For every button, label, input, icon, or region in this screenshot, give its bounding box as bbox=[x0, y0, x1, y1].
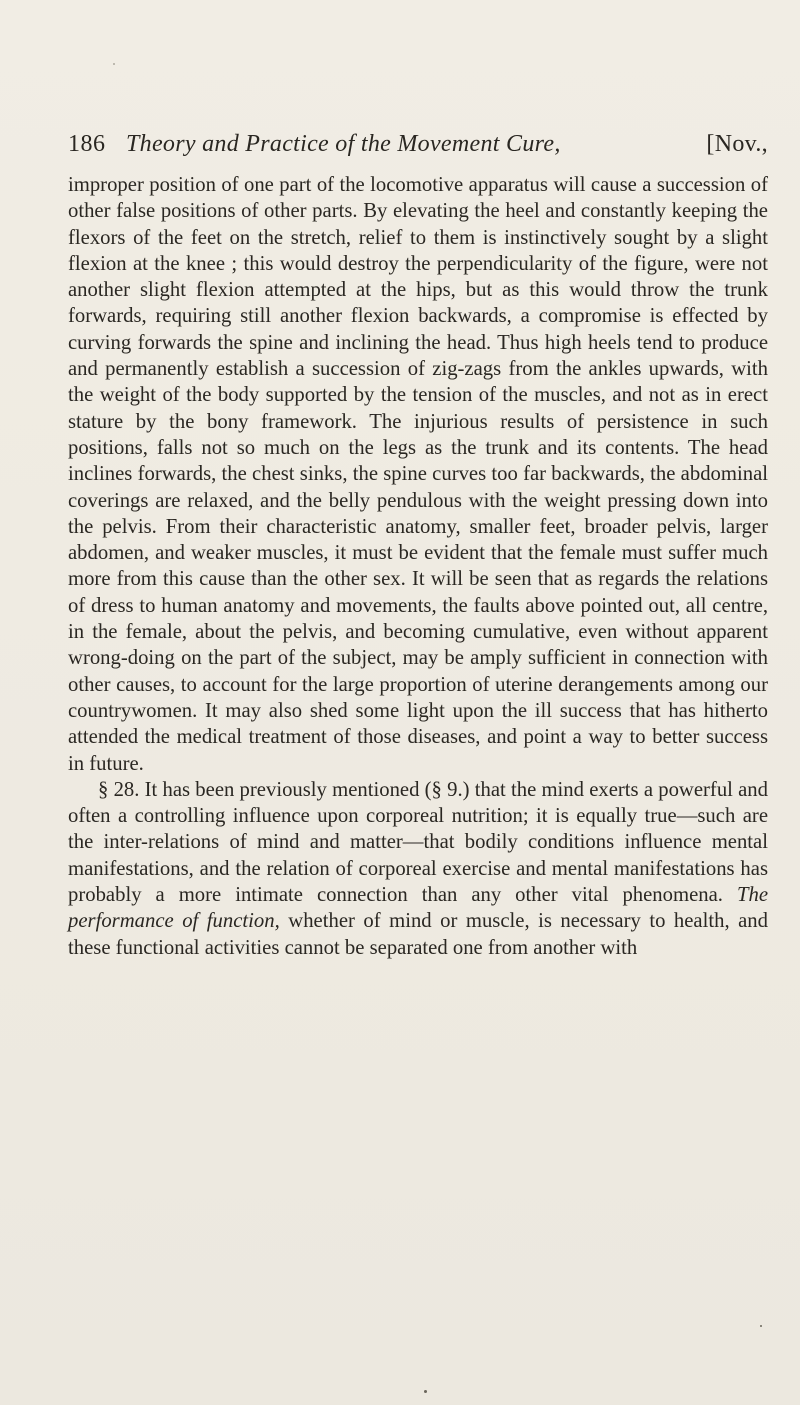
paragraph-2 bbox=[68, 777, 768, 961]
paragraph-2-italic: The performance of function, bbox=[68, 884, 768, 933]
running-title: Theory and Practice of the Movement Cure, bbox=[126, 131, 561, 157]
running-date: [Nov., bbox=[706, 131, 768, 157]
paper-speck bbox=[113, 63, 115, 65]
page-number: 186 bbox=[68, 131, 106, 157]
body-text bbox=[68, 172, 768, 961]
running-header bbox=[68, 122, 768, 166]
paragraph-2-text: § 28. It has been previously mentioned (§ 9.) that the mind exerts a powerful and often a controlling influence upon corporeal nutrition; it is equally true—such are the inter-relations of mind and matter—that bodily conditions influence mental manifestations, and the relation of corporeal exercise and mental manifestations has probably a more intimate connection than any other vital phenomena. bbox=[68, 778, 768, 907]
paper-speck bbox=[424, 1390, 427, 1393]
paper-speck bbox=[760, 1325, 762, 1327]
paragraph-2-continuation: whether of mind or muscle, is necessary to health, and these functional activities cannot be separated one from another with bbox=[68, 910, 768, 959]
paragraph-1: improper position of one part of the locomotive apparatus will cause a succession of other false positions of other parts. By elevating the heel and constantly keeping the flexors of the feet on the stretch, relief to them is instinctively sought by a slight flexion at the knee ; this would destroy the perpendicularity of the figure, were not another slight flexion attempted at the hips, but as this would throw the trunk forwards, requiring still another flexion backwards, a compromise is effected by curving forwards the spine and inclining the head. Thus high heels tend to produce and permanently establish a succession of zig-zags from the ankles upwards, with the weight of the body supported by the tension of the muscles, and not as in erect stature by the bony framework. The injurious results of persistence in such positions, falls not so much on the legs as the trunk and its contents. The head inclines forwards, the chest sinks, the spine curves too far backwards, the abdominal coverings are relaxed, and the belly pendulous with the weight pressing down into the pelvis. From their characteristic anatomy, smaller feet, broader pelvis, larger abdomen, and weaker muscles, it must be evident that the female must suffer much more from this cause than the other sex. It will be seen that as regards the relations of dress to human anatomy and movements, the faults above pointed out, all centre, in the female, about the pelvis, and becoming cumulative, even without apparent wrong-doing on the part of the subject, may be amply sufficient in connection with other causes, to account for the large proportion of uterine derangements among our countrywomen. It may also shed some light upon the ill success that has hitherto attended the medical treatment of those diseases, and point a way to better success in future. bbox=[68, 174, 768, 775]
